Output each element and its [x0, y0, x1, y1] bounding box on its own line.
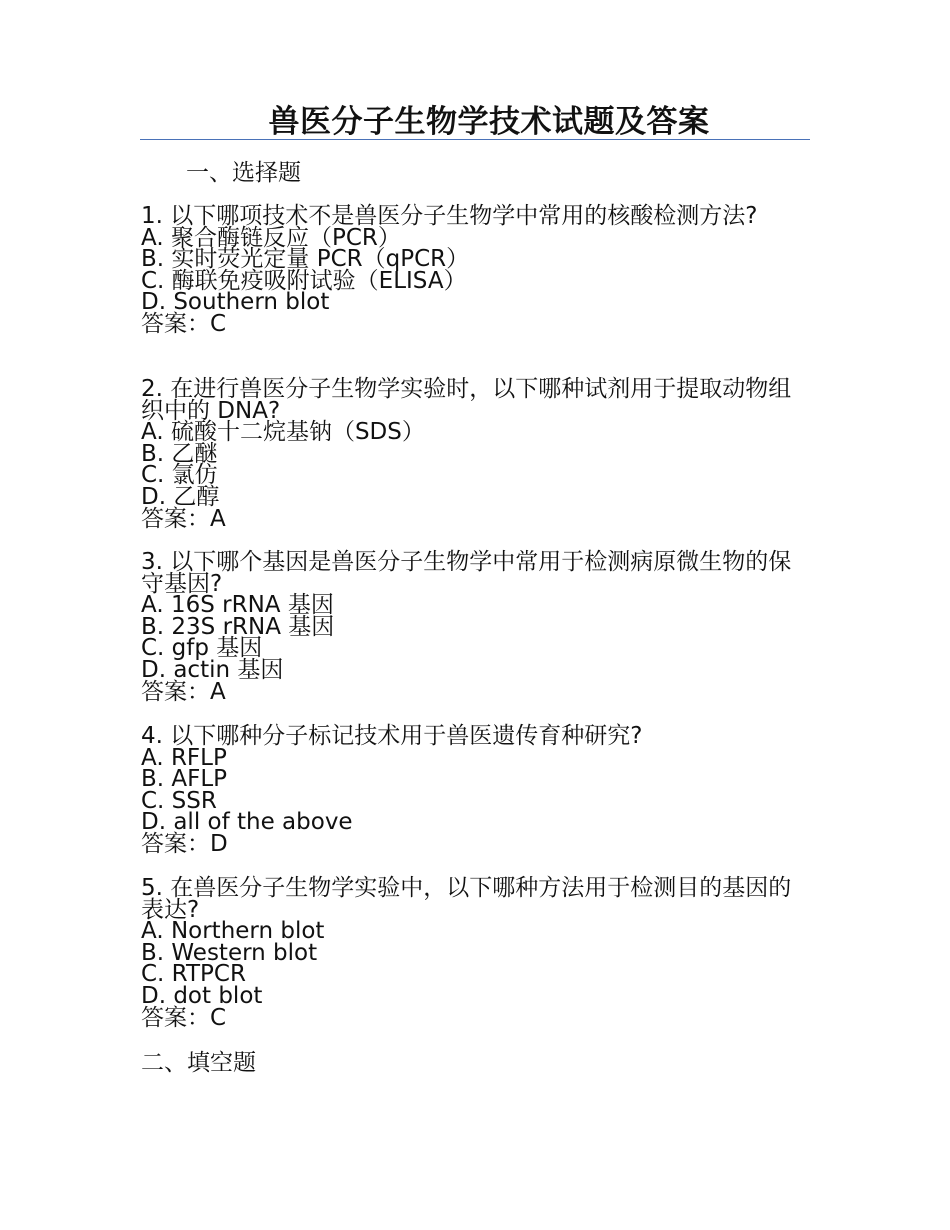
option-b: B. AFLP — [141, 766, 228, 793]
option-c: C. 氯仿 — [141, 462, 218, 489]
option-b: B. Western blot — [141, 939, 318, 966]
option-a: A. Northern blot — [141, 918, 325, 945]
answer-value: A — [210, 678, 226, 705]
option-c: C. RTPCR — [141, 961, 246, 988]
option-d: D. actin 基因 — [141, 656, 284, 683]
answer-label: 答案： — [141, 505, 210, 532]
option-c: C. 酶联免疫吸附试验（ELISA） — [141, 267, 467, 294]
answer-value: C — [210, 1004, 227, 1031]
question-4 — [141, 723, 801, 857]
question-stem: 4. 以下哪种分子标记技术用于兽医遗传育种研究? — [141, 723, 643, 749]
answer-line — [141, 830, 801, 857]
answer-label: 答案： — [141, 310, 210, 337]
answer-label: 答案： — [141, 678, 210, 705]
question-stem: 5. 在兽医分子生物学实验中，以下哪种方法用于检测目的基因的表达? — [141, 875, 792, 923]
answer-value: D — [210, 830, 228, 857]
document-title: 兽医分子生物学技术试题及答案 — [268, 104, 710, 140]
option-d: D. all of the above — [141, 809, 353, 836]
section-heading-choice: 一、选择题 — [186, 160, 301, 186]
option-c: C. SSR — [141, 787, 217, 814]
option-b: B. 乙醚 — [141, 440, 218, 467]
title-underline — [140, 139, 810, 140]
answer-line — [141, 678, 801, 705]
option-d: D. dot blot — [141, 982, 263, 1009]
option-c: C. gfp 基因 — [141, 635, 263, 662]
question-5 — [141, 875, 801, 1031]
question-1 — [141, 203, 801, 337]
question-3 — [141, 549, 801, 705]
section-heading-fill: 二、填空题 — [141, 1050, 256, 1076]
option-b: B. 实时荧光定量 PCR（qPCR） — [141, 246, 470, 273]
answer-line — [141, 310, 801, 337]
answer-label: 答案： — [141, 1004, 210, 1031]
question-2 — [141, 376, 801, 532]
option-a: A. 硫酸十二烷基钠（SDS） — [141, 419, 425, 446]
answer-line — [141, 1004, 801, 1031]
answer-label: 答案： — [141, 830, 210, 857]
option-a: A. RFLP — [141, 744, 227, 771]
option-d: D. Southern blot — [141, 289, 330, 316]
option-a: A. 聚合酶链反应（PCR） — [141, 224, 401, 251]
option-b: B. 23S rRNA 基因 — [141, 613, 335, 640]
option-a: A. 16S rRNA 基因 — [141, 592, 334, 619]
question-stem: 3. 以下哪个基因是兽医分子生物学中常用于检测病原微生物的保守基因? — [141, 549, 792, 597]
answer-value: A — [210, 505, 226, 532]
answer-value: C — [210, 310, 227, 337]
question-stem: 1. 以下哪项技术不是兽医分子生物学中常用的核酸检测方法? — [141, 203, 758, 229]
option-d: D. 乙醇 — [141, 483, 220, 510]
answer-line — [141, 505, 801, 532]
question-stem: 2. 在进行兽医分子生物学实验时，以下哪种试剂用于提取动物组织中的 DNA? — [141, 376, 792, 424]
